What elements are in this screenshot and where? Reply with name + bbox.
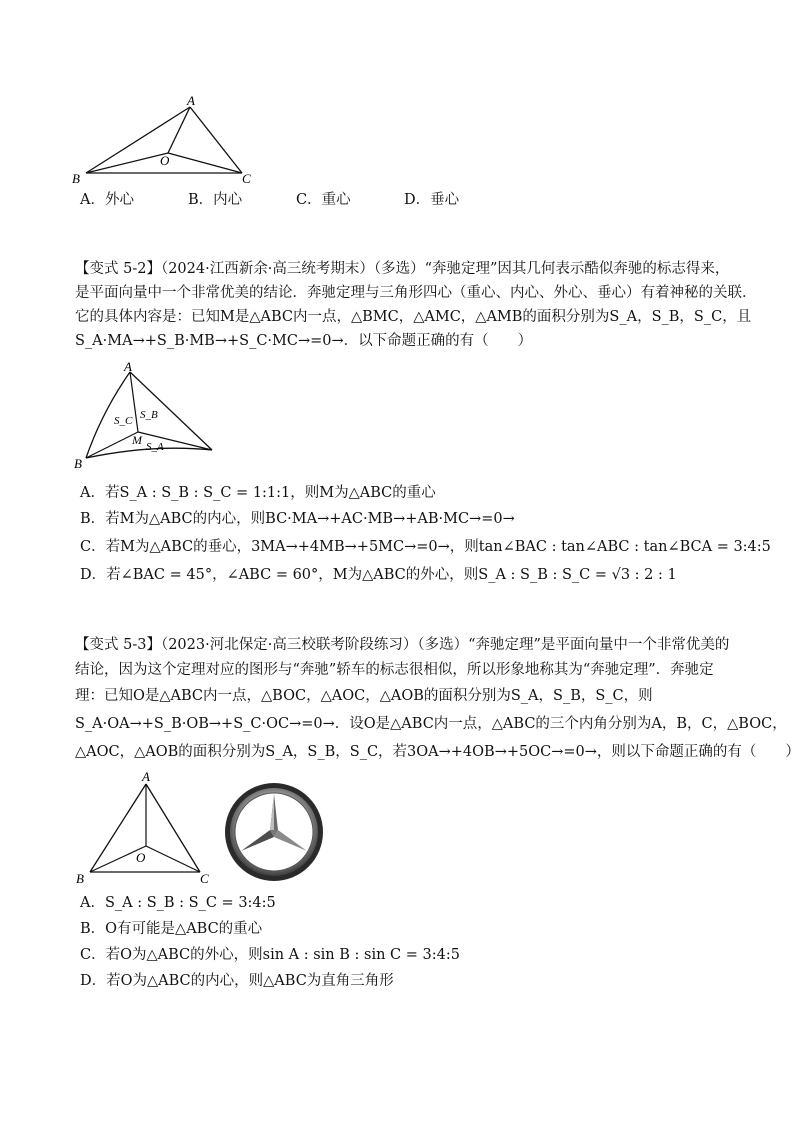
option-b[interactable]: B．内心 [188,192,243,208]
benz-logo-image [222,780,326,884]
label-a: A [124,362,132,374]
q53-stem-line-4: S_A·OA→+S_B·OB→+S_C·OC→=0→．设O是△ABC内一点，△ABC的三个内角分别为A，B，C，△BOC， [75,716,787,732]
label-c: C [242,171,251,186]
label-sb: S_B [140,409,158,421]
label-b: B [72,171,80,186]
label-a: A [142,770,150,784]
triangle-figure-q53 [72,770,222,888]
q53-stem-line-5: △AOC，△AOB的面积分别为S_A，S_B，S_C，若3OA→+4OB→+5OC→=0→，则以下命题正确的有（ ） [75,744,800,760]
label-o: O [136,850,146,865]
q53-option-a[interactable]: A．S_A : S_B : S_C = 3:4:5 [80,895,276,911]
triangle-figure-top [70,95,260,187]
q52-stem-line-2: 是平面向量中一个非常优美的结论．奔驰定理与三角形四心（重心、内心、外心、垂心）有着神秘的关联． [75,285,757,301]
q52-option-b[interactable]: B．若M为△ABC的内心，则BC·MA→+AC·MB→+AB·MC→=0→ [80,511,515,527]
q53-stem-line-2: 结论，因为这个定理对应的图形与“奔驰”轿车的标志很相似，所以形象地称其为“奔驰定理”．奔驰定 [75,662,714,678]
q53-stem-line-1: 【变式 5-3】（2023·河北保定·高三校联考阶段练习）（多选）“奔驰定理”是平面向量中一个非常优美的 [75,637,730,653]
label-m: M [132,433,142,447]
curved-triangle-figure [72,362,222,470]
label-b: B [76,871,84,886]
q53-option-d[interactable]: D．若O为△ABC的内心，则△ABC为直角三角形 [80,973,394,989]
edge-ac [190,107,242,173]
option-d[interactable]: D．垂心 [404,192,460,208]
option-a[interactable]: A．外心 [80,192,134,208]
label-sc: S_C [114,415,133,427]
q53-stem-line-3: 理：已知O是△ABC内一点，△BOC，△AOC，△AOB的面积分别为S_A，S_B，S_C，则 [75,688,653,704]
q52-option-c[interactable]: C．若M为△ABC的垂心，3MA→+4MB→+5MC→=0→，则tan∠BAC : tan∠ABC : tan∠BCA = 3:4:5 [80,539,771,555]
label-c: C [200,871,209,886]
q52-option-a[interactable]: A．若S_A : S_B : S_C = 1:1:1，则M为△ABC的重心 [80,485,436,501]
q52-stem-line-4: S_A·MA→+S_B·MB→+S_C·MC→=0→．以下命题正确的有（ ） [75,333,533,349]
q53-option-b[interactable]: B．O有可能是△ABC的重心 [80,921,263,937]
label-a: A [187,95,195,108]
option-c[interactable]: C．重心 [296,192,351,208]
label-b: B [74,456,82,470]
label-sa: S_A [146,441,164,453]
q53-option-c[interactable]: C．若O为△ABC的外心，则sin A : sin B : sin C = 3:4:5 [80,947,460,963]
segment-co [168,153,242,173]
segment-bm [86,432,138,458]
q52-option-d[interactable]: D．若∠BAC = 45°，∠ABC = 60°，M为△ABC的外心，则S_A : S_B : S_C = √3 : 2 : 1 [80,567,677,583]
q52-stem-line-3: 它的具体内容是：已知M是△ABC内一点，△BMC，△AMC，△AMB的面积分别为S_A，S_B，S_C，且 [75,309,752,325]
label-o: O [160,153,170,168]
q52-stem-line-1: 【变式 5-2】（2024·江西新余·高三统考期末）（多选）“奔驰定理”因其几何表示酷似奔驰的标志得来， [75,261,730,277]
segment-bo [86,153,168,173]
